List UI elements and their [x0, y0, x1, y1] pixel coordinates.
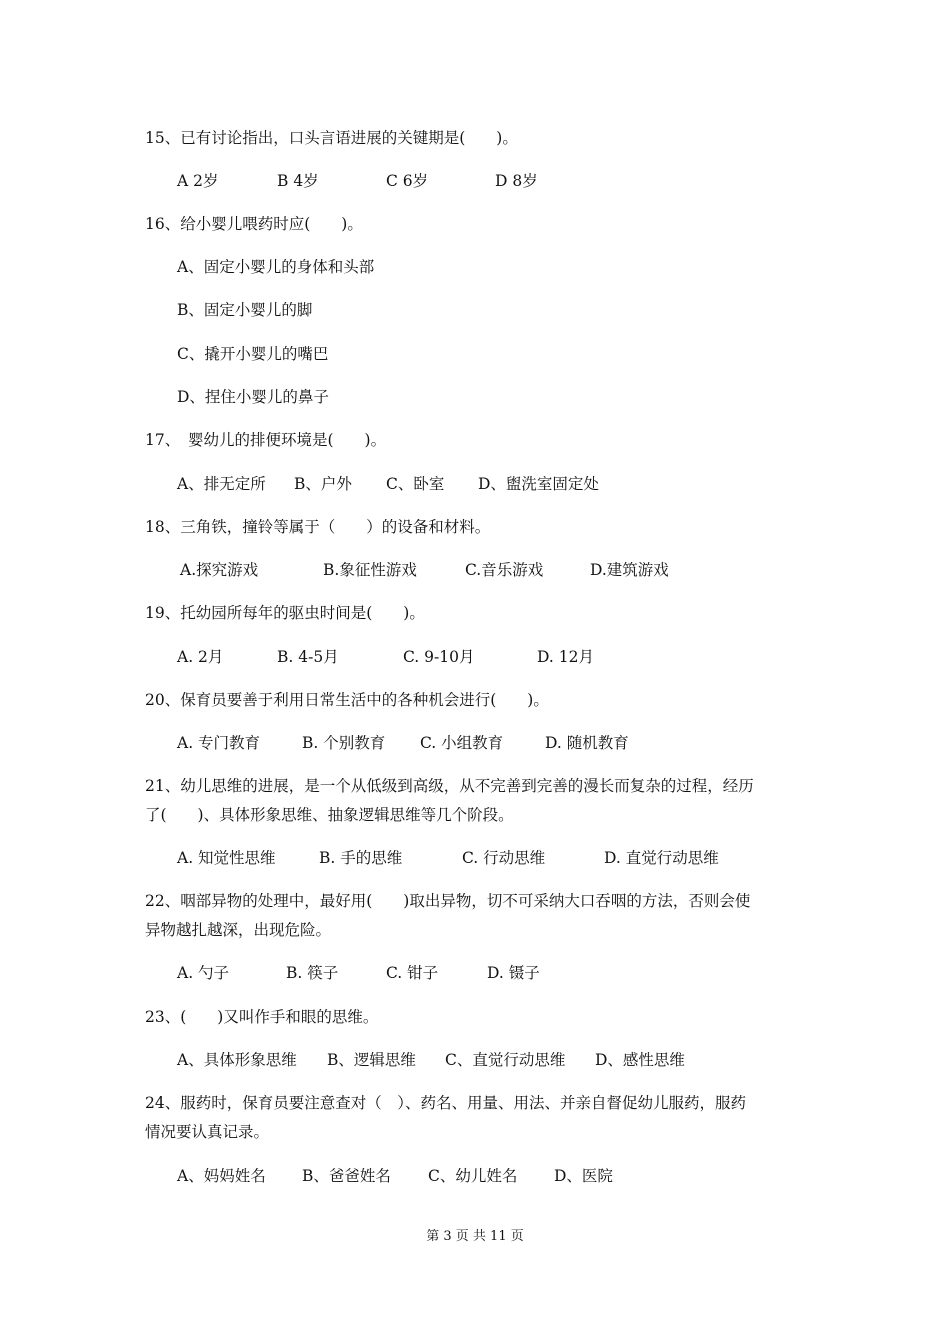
option-a: A. 专门教育 — [177, 734, 261, 752]
question-17: 17、 婴幼儿的排便环境是( )。 — [145, 431, 387, 449]
option-b: B. 个别教育 — [302, 734, 386, 752]
option-a: A、具体形象思维 — [177, 1051, 297, 1069]
option-b: B、户外 — [294, 475, 352, 493]
question-18: 18、三角铁，撞铃等属于（ ）的设备和材料。 — [145, 518, 491, 536]
option-d: D、感性思维 — [595, 1051, 685, 1069]
question-22-line-1: 22、咽部异物的处理中，最好用( )取出异物，切不可采纳大口吞咽的方法，否则会使 — [145, 892, 751, 910]
option-d: D. 镊子 — [487, 964, 540, 982]
option-b: B. 手的思维 — [319, 849, 403, 867]
option-d: D、捏住小婴儿的鼻子 — [177, 388, 329, 406]
option-a: A. 知觉性思维 — [177, 849, 276, 867]
option-d: D. 12月 — [537, 648, 594, 666]
option-a: A.探究游戏 — [180, 561, 259, 579]
question-24-line-1: 24、服药时，保育员要注意查对（ ）、药名、用量、用法、并亲自督促幼儿服药，服药 — [145, 1094, 746, 1112]
option-c: C、幼儿姓名 — [428, 1167, 518, 1185]
option-c: C 6岁 — [386, 172, 429, 190]
question-24-line-2: 情况要认真记录。 — [145, 1123, 270, 1141]
option-d: D. 直觉行动思维 — [604, 849, 719, 867]
question-16: 16、给小婴儿喂药时应( )。 — [145, 215, 363, 233]
option-c: C.音乐游戏 — [465, 561, 544, 579]
option-a: A、固定小婴儿的身体和头部 — [177, 258, 375, 276]
option-d: D.建筑游戏 — [590, 561, 669, 579]
option-d: D 8岁 — [495, 172, 538, 190]
option-c: C. 9-10月 — [403, 648, 475, 666]
option-c: C、卧室 — [386, 475, 445, 493]
page-footer: 第 3 页 共 11 页 — [426, 1229, 524, 1244]
option-a: A. 2月 — [177, 648, 224, 666]
option-c: C. 行动思维 — [462, 849, 546, 867]
option-a: A、妈妈姓名 — [177, 1167, 266, 1185]
option-b: B 4岁 — [277, 172, 319, 190]
question-23: 23、( )又叫作手和眼的思维。 — [145, 1008, 379, 1026]
question-21-line-2: 了( )、具体形象思维、抽象逻辑思维等几个阶段。 — [145, 806, 514, 824]
question-20: 20、保育员要善于利用日常生活中的各种机会进行( )。 — [145, 691, 549, 709]
option-d: D、医院 — [554, 1167, 613, 1185]
option-c: C. 钳子 — [386, 964, 439, 982]
option-a: A 2岁 — [177, 172, 219, 190]
question-22-line-2: 异物越扎越深，出现危险。 — [145, 921, 332, 939]
option-d: D、盥洗室固定处 — [478, 475, 599, 493]
option-b: B.象征性游戏 — [323, 561, 417, 579]
option-b: B、爸爸姓名 — [302, 1167, 391, 1185]
option-b: B. 筷子 — [286, 964, 339, 982]
question-21-line-1: 21、幼儿思维的进展，是一个从低级到高级，从不完善到完善的漫长而复杂的过程，经历 — [145, 777, 754, 795]
option-d: D. 随机教育 — [545, 734, 629, 752]
option-b: B、固定小婴儿的脚 — [177, 301, 313, 319]
option-c: C、直觉行动思维 — [445, 1051, 566, 1069]
option-a: A、排无定所 — [177, 475, 266, 493]
question-15: 15、已有讨论指出，口头言语进展的关键期是( )。 — [145, 129, 518, 147]
question-19: 19、托幼园所每年的驱虫时间是( )。 — [145, 604, 425, 622]
option-c: C、撬开小婴儿的嘴巴 — [177, 345, 329, 363]
option-b: B、逻辑思维 — [327, 1051, 416, 1069]
option-c: C. 小组教育 — [420, 734, 504, 752]
option-b: B. 4-5月 — [277, 648, 339, 666]
option-a: A. 勺子 — [177, 964, 230, 982]
